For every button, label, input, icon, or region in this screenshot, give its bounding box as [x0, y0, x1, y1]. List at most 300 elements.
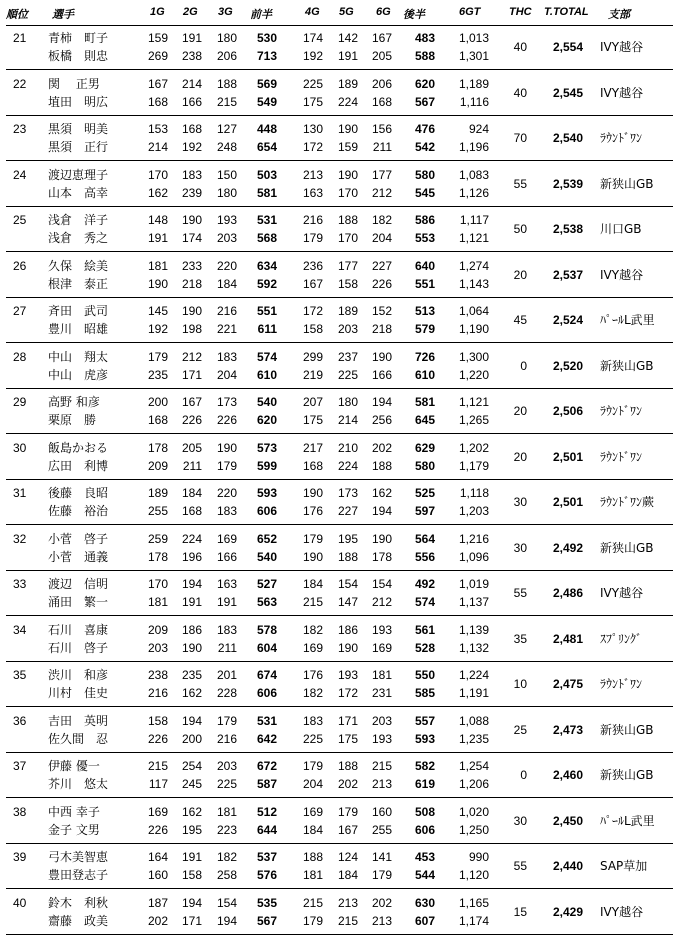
rank-number: 34	[13, 622, 27, 637]
rank-number: 31	[13, 486, 27, 500]
thc-value: 70	[513, 131, 527, 145]
player-name: 鈴木 利秋	[48, 895, 109, 910]
second-half-total: 585	[414, 686, 435, 700]
six-game-total: 1,196	[458, 140, 489, 154]
game-score: 217	[302, 440, 323, 455]
game-score: 178	[147, 440, 168, 455]
game-score: 205	[181, 440, 202, 455]
second-half-total: 597	[414, 504, 435, 518]
first-half-total: 503	[256, 167, 277, 182]
row-divider	[6, 297, 673, 298]
six-game-total: 1,254	[458, 759, 489, 773]
club-name: IVY越谷	[600, 40, 644, 54]
game-score: 153	[147, 122, 168, 136]
row-divider	[6, 752, 673, 753]
game-score: 190	[337, 640, 358, 655]
game-score: 238	[147, 668, 168, 682]
header-row	[0, 0, 673, 26]
game-score: 170	[337, 185, 358, 200]
game-score: 182	[216, 850, 237, 864]
six-game-total: 1,139	[458, 622, 489, 637]
player-name: 齋藤 政美	[48, 913, 109, 928]
game-score: 162	[147, 185, 168, 200]
game-score: 158	[337, 276, 358, 291]
row-divider	[6, 388, 673, 389]
header-6gt: 6GT	[459, 6, 481, 18]
game-score: 184	[302, 577, 323, 591]
team-total: 2,506	[552, 404, 583, 418]
club-name: IVY越谷	[600, 586, 644, 600]
rank-group	[0, 209, 673, 247]
club-name: IVY越谷	[600, 267, 644, 282]
game-score: 233	[181, 258, 202, 273]
row-divider	[6, 524, 673, 525]
game-score: 215	[371, 759, 392, 773]
game-score: 172	[302, 304, 323, 318]
six-game-total: 1,190	[458, 322, 489, 336]
game-score: 183	[181, 167, 202, 182]
game-score: 205	[371, 49, 392, 63]
first-half-total: 540	[256, 549, 277, 564]
game-score: 176	[302, 504, 323, 518]
row-divider	[6, 69, 673, 70]
game-score: 191	[147, 231, 168, 245]
club-name: ﾊﾟｰﾙL武里	[600, 813, 655, 828]
game-score: 117	[148, 777, 168, 791]
second-half-total: 567	[414, 94, 435, 109]
team-total: 2,492	[552, 540, 583, 555]
game-score: 214	[181, 76, 202, 91]
team-total: 2,539	[552, 176, 583, 191]
second-half-total: 453	[414, 850, 435, 864]
first-half-total: 642	[256, 731, 277, 746]
team-total: 2,554	[552, 40, 583, 54]
game-score: 179	[337, 804, 358, 819]
game-score: 168	[181, 504, 202, 518]
rank-number: 27	[13, 304, 27, 318]
game-score: 127	[216, 122, 237, 136]
six-game-total: 1,274	[458, 258, 489, 273]
game-score: 226	[147, 822, 168, 837]
game-score: 168	[147, 413, 168, 427]
second-half-total: 574	[414, 595, 435, 609]
first-half-total: 574	[256, 349, 277, 364]
game-score: 191	[181, 850, 202, 864]
second-half-total: 593	[414, 731, 435, 746]
team-total: 2,540	[552, 131, 583, 145]
player-name: 渡辺 信明	[48, 577, 109, 591]
thc-value: 30	[513, 813, 527, 828]
game-score: 179	[147, 349, 168, 364]
game-score: 190	[147, 276, 168, 291]
game-score: 213	[302, 167, 323, 182]
game-score: 182	[371, 213, 392, 227]
game-score: 203	[371, 713, 392, 728]
game-score: 194	[181, 577, 202, 591]
thc-value: 55	[513, 859, 527, 873]
player-name: 埴田 明広	[48, 94, 109, 109]
second-half-total: 640	[414, 258, 435, 273]
game-score: 227	[371, 258, 392, 273]
player-name: 浅倉 秀之	[48, 231, 109, 245]
game-score: 236	[302, 258, 323, 273]
game-score: 193	[216, 213, 237, 227]
game-score: 180	[337, 395, 358, 409]
second-half-total: 586	[414, 213, 435, 227]
game-score: 194	[371, 504, 392, 518]
rank-group	[0, 664, 673, 702]
game-score: 171	[337, 713, 358, 728]
game-score: 191	[337, 49, 358, 63]
game-score: 167	[371, 31, 392, 45]
club-name: IVY越谷	[600, 904, 644, 919]
rank-group	[0, 482, 673, 520]
thc-value: 55	[513, 176, 527, 191]
row-divider	[6, 206, 673, 207]
player-name: 川村 佳史	[48, 686, 109, 700]
team-total: 2,524	[552, 313, 583, 327]
game-score: 192	[302, 49, 323, 63]
first-half-total: 581	[256, 185, 277, 200]
game-score: 220	[216, 486, 237, 500]
six-game-total: 1,132	[458, 640, 489, 655]
row-divider	[6, 797, 673, 798]
player-name: 黒須 明美	[48, 122, 109, 136]
game-score: 167	[147, 76, 168, 91]
rank-number: 36	[13, 713, 27, 728]
game-score: 171	[181, 367, 202, 382]
game-score: 179	[302, 531, 323, 546]
game-score: 193	[337, 668, 358, 682]
six-game-total: 1,088	[458, 713, 489, 728]
game-score: 188	[371, 458, 392, 473]
first-half-total: 531	[256, 713, 277, 728]
six-game-total: 1,220	[458, 367, 489, 382]
game-score: 224	[181, 531, 202, 546]
six-game-total: 1,203	[458, 504, 489, 518]
second-half-total: 580	[414, 458, 435, 473]
game-score: 215	[302, 895, 323, 910]
team-total: 2,429	[552, 904, 583, 919]
game-score: 209	[147, 458, 168, 473]
game-score: 168	[147, 94, 168, 109]
game-score: 227	[337, 504, 358, 518]
thc-value: 55	[513, 586, 527, 600]
game-score: 167	[302, 276, 323, 291]
game-score: 173	[337, 486, 358, 500]
game-score: 212	[181, 349, 202, 364]
row-divider	[6, 342, 673, 343]
first-half-total: 567	[256, 913, 277, 928]
six-game-total: 1,301	[458, 49, 489, 63]
game-score: 159	[147, 31, 168, 45]
second-half-total: 551	[414, 276, 435, 291]
player-name: 小菅 通義	[48, 549, 109, 564]
six-game-total: 1,206	[458, 777, 489, 791]
thc-value: 10	[513, 677, 527, 691]
row-divider	[6, 570, 673, 571]
club-name: IVY越谷	[600, 85, 644, 100]
row-divider	[6, 160, 673, 161]
first-half-total: 593	[256, 486, 277, 500]
first-half-total: 563	[256, 595, 277, 609]
game-score: 141	[371, 850, 392, 864]
game-score: 160	[147, 868, 168, 882]
first-half-total: 674	[256, 668, 277, 682]
player-name: 関 正男	[48, 76, 100, 91]
game-score: 188	[216, 76, 237, 91]
game-score: 203	[216, 231, 237, 245]
player-name: 黒須 正行	[48, 140, 109, 154]
team-total: 2,486	[552, 586, 583, 600]
six-game-total: 1,020	[458, 804, 489, 819]
row-divider	[6, 888, 673, 889]
game-score: 213	[371, 913, 392, 928]
game-score: 225	[216, 777, 237, 791]
header-g6: 6G	[376, 6, 391, 18]
game-score: 194	[216, 913, 237, 928]
game-score: 245	[181, 777, 202, 791]
game-score: 150	[216, 167, 237, 182]
player-name: 青柿 町子	[48, 31, 109, 45]
game-score: 194	[181, 895, 202, 910]
player-name: 佐藤 裕治	[48, 504, 109, 518]
rank-number: 22	[13, 76, 27, 91]
six-game-total: 1,265	[458, 413, 489, 427]
game-score: 218	[371, 322, 392, 336]
game-score: 191	[216, 595, 237, 609]
game-score: 215	[302, 595, 323, 609]
row-divider	[6, 934, 673, 935]
first-half-total: 569	[256, 76, 277, 91]
game-score: 216	[147, 686, 168, 700]
game-score: 167	[337, 822, 358, 837]
team-total: 2,501	[552, 449, 583, 464]
rank-group	[0, 755, 673, 793]
game-score: 214	[147, 140, 168, 154]
game-score: 191	[181, 595, 202, 609]
six-game-total: 1,189	[458, 76, 489, 91]
team-total: 2,460	[552, 768, 583, 782]
game-score: 181	[147, 258, 168, 273]
rank-group	[0, 255, 673, 293]
team-total: 2,473	[552, 722, 583, 737]
game-score: 204	[302, 777, 323, 791]
game-score: 179	[216, 713, 237, 728]
game-score: 181	[371, 668, 392, 682]
game-score: 190	[371, 349, 392, 364]
game-score: 216	[302, 213, 323, 227]
game-score: 172	[302, 140, 323, 154]
club-name: ﾗｳﾝﾄﾞﾜﾝ	[600, 677, 643, 691]
game-score: 162	[181, 804, 202, 819]
six-game-total: 1,117	[459, 213, 489, 227]
second-half-total: 629	[414, 440, 435, 455]
game-score: 181	[216, 804, 237, 819]
first-half-total: 573	[256, 440, 277, 455]
game-score: 190	[302, 486, 323, 500]
rank-number: 23	[13, 122, 27, 136]
game-score: 209	[147, 622, 168, 637]
second-half-total: 557	[414, 713, 435, 728]
rank-number: 33	[13, 577, 27, 591]
first-half-total: 512	[256, 804, 277, 819]
game-score: 175	[302, 413, 323, 427]
first-half-total: 713	[256, 49, 277, 63]
game-score: 189	[147, 486, 168, 500]
rank-number: 30	[13, 440, 27, 455]
club-name: SAP草加	[600, 859, 648, 873]
game-score: 154	[216, 895, 237, 910]
game-score: 172	[337, 686, 358, 700]
rank-group	[0, 528, 673, 566]
first-half-total: 587	[256, 777, 277, 791]
club-name: ﾗｳﾝﾄﾞﾜﾝ	[600, 131, 643, 145]
header-g1: 1G	[150, 6, 165, 18]
six-game-total: 990	[468, 850, 489, 864]
rank-number: 35	[13, 668, 27, 682]
thc-value: 30	[513, 495, 527, 509]
player-name: 豊川 昭雄	[48, 322, 109, 336]
team-total: 2,440	[552, 859, 583, 873]
game-score: 154	[371, 577, 392, 591]
game-score: 258	[216, 868, 237, 882]
second-half-total: 561	[414, 622, 435, 637]
rank-number: 29	[13, 395, 27, 409]
game-score: 215	[337, 913, 358, 928]
game-score: 173	[216, 395, 237, 409]
rank-number: 26	[13, 258, 27, 273]
header-g3: 3G	[218, 6, 233, 18]
player-name: 弓木美智恵	[48, 850, 109, 864]
game-score: 239	[181, 185, 202, 200]
game-score: 156	[371, 122, 392, 136]
team-total: 2,545	[552, 85, 583, 100]
game-score: 159	[337, 140, 358, 154]
game-score: 184	[216, 276, 237, 291]
game-score: 224	[337, 458, 358, 473]
player-name: 斉田 武司	[48, 304, 109, 318]
first-half-total: 654	[256, 140, 277, 154]
six-game-total: 1,202	[458, 440, 489, 455]
first-half-total: 568	[256, 231, 277, 245]
six-game-total: 1,096	[458, 549, 489, 564]
team-total: 2,520	[552, 358, 583, 373]
first-half-total: 530	[256, 31, 277, 45]
game-score: 237	[337, 349, 358, 364]
game-score: 211	[182, 458, 202, 473]
team-total: 2,475	[552, 677, 583, 691]
game-score: 269	[147, 49, 168, 63]
first-half-total: 599	[256, 458, 277, 473]
thc-value: 0	[520, 768, 527, 782]
player-name: 伊藤 優一	[48, 759, 100, 773]
rank-group	[0, 801, 673, 839]
rank-group	[0, 118, 673, 156]
row-divider	[6, 661, 673, 662]
first-half-total: 448	[256, 122, 277, 136]
game-score: 216	[216, 304, 237, 318]
game-score: 169	[147, 804, 168, 819]
game-score: 221	[216, 322, 237, 336]
game-score: 202	[147, 913, 168, 928]
first-half-total: 611	[257, 322, 277, 336]
game-score: 179	[302, 231, 323, 245]
game-score: 192	[181, 140, 202, 154]
game-score: 166	[371, 367, 392, 382]
game-score: 235	[147, 367, 168, 382]
club-name: ﾗｳﾝﾄﾞﾜﾝ	[600, 449, 643, 464]
thc-value: 40	[513, 40, 527, 54]
game-score: 188	[337, 549, 358, 564]
game-score: 228	[216, 686, 237, 700]
thc-value: 20	[513, 267, 527, 282]
game-score: 204	[216, 367, 237, 382]
first-half-total: 578	[256, 622, 277, 637]
team-total: 2,481	[552, 631, 583, 646]
game-score: 195	[337, 531, 358, 546]
game-score: 223	[216, 822, 237, 837]
second-half-total: 564	[414, 531, 435, 546]
game-score: 152	[371, 304, 392, 318]
game-score: 170	[147, 167, 168, 182]
game-score: 210	[337, 440, 358, 455]
rank-number: 21	[13, 31, 27, 45]
first-half-total: 604	[256, 640, 277, 655]
game-score: 226	[147, 731, 168, 746]
row-divider	[6, 433, 673, 434]
first-half-total: 606	[256, 504, 277, 518]
player-name: 板橋 則忠	[48, 49, 109, 63]
game-score: 181	[147, 595, 168, 609]
thc-value: 0	[520, 358, 527, 373]
thc-value: 25	[513, 722, 527, 737]
game-score: 174	[302, 31, 323, 45]
club-name: 新狭山GB	[600, 722, 654, 737]
second-half-total: 610	[414, 367, 435, 382]
six-game-total: 1,216	[458, 531, 489, 546]
six-game-total: 1,137	[458, 595, 489, 609]
game-score: 163	[302, 185, 323, 200]
rank-number: 38	[13, 804, 27, 819]
thc-value: 45	[513, 313, 527, 327]
player-name: 中山 翔太	[48, 349, 109, 364]
second-half-total: 550	[414, 668, 435, 682]
game-score: 231	[371, 686, 392, 700]
six-game-total: 1,126	[458, 185, 489, 200]
game-score: 226	[371, 276, 392, 291]
rank-number: 25	[13, 213, 27, 227]
row-divider	[6, 479, 673, 480]
first-half-total: 672	[256, 759, 277, 773]
second-half-total: 525	[414, 486, 435, 500]
game-score: 164	[147, 850, 168, 864]
row-divider	[6, 706, 673, 707]
game-score: 299	[302, 349, 323, 364]
first-half-total: 527	[256, 577, 277, 591]
row-divider	[6, 251, 673, 252]
club-name: 新狭山GB	[600, 358, 654, 373]
club-name: 川口GB	[600, 222, 642, 236]
player-name: 吉田 英明	[48, 713, 109, 728]
game-score: 189	[337, 304, 358, 318]
game-score: 184	[181, 486, 202, 500]
second-half-total: 556	[414, 549, 435, 564]
game-score: 163	[216, 577, 237, 591]
club-name: 新狭山GB	[600, 768, 654, 782]
club-name: 新狭山GB	[600, 176, 654, 191]
rank-number: 32	[13, 531, 27, 546]
